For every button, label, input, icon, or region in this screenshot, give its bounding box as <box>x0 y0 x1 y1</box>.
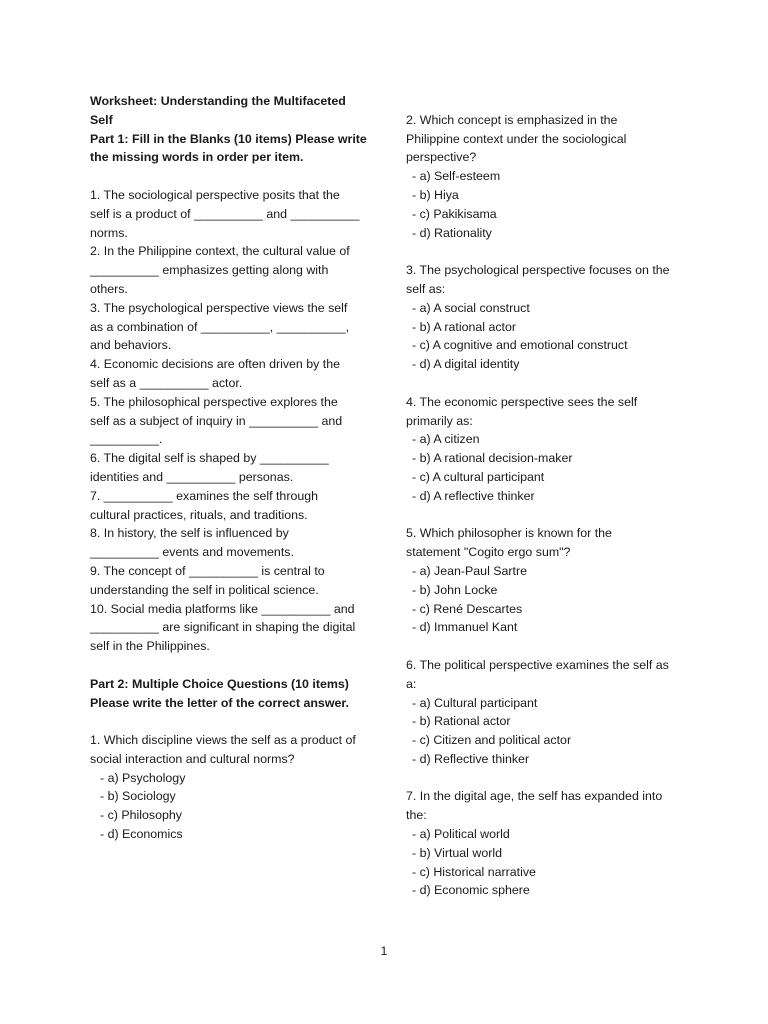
right-column <box>406 92 688 900</box>
text-line: 3. The psychological perspective focuses on the <box>406 263 670 278</box>
option-line: - b) Virtual world <box>412 845 502 860</box>
option-line: - d) A digital identity <box>412 357 520 372</box>
text-line: 5. Which philosopher is known for the <box>406 526 612 541</box>
text-line: 7. In the digital age, the self has expanded into <box>406 789 663 804</box>
text-line: 7. __________ examines the self through <box>90 488 319 503</box>
text-line: the: <box>406 808 427 823</box>
text-line: others. <box>90 281 128 296</box>
option-line: - c) Citizen and political actor <box>412 733 572 748</box>
text-line: __________ events and movements. <box>90 545 294 560</box>
text-line: Philippine context under the sociological <box>406 131 627 146</box>
blank-line <box>406 506 688 525</box>
heading-line: the missing words in order per item. <box>90 150 304 165</box>
option-line: - c) René Descartes <box>412 601 523 616</box>
heading-line: Self <box>90 112 113 127</box>
text-line: as a combination of __________, __________, <box>90 319 350 334</box>
option-line: - a) Jean-Paul Sartre <box>412 563 528 578</box>
left-column <box>90 92 372 844</box>
text-line: 3. The psychological perspective views the self <box>90 300 348 315</box>
option-line: - c) Pakikisama <box>412 206 497 221</box>
blank-line <box>406 637 688 656</box>
option-line: - a) Self-esteem <box>412 169 501 184</box>
text-line: and behaviors. <box>90 338 172 353</box>
heading-line: Part 2: Multiple Choice Questions (10 items) <box>90 676 349 691</box>
text-line: 1. Which discipline views the self as a product of <box>90 733 356 748</box>
option-line: - c) Philosophy <box>100 808 182 823</box>
option-line: - d) A reflective thinker <box>412 488 535 503</box>
text-line: perspective? <box>406 150 477 165</box>
text-line: self as a subject of inquiry in __________ and <box>90 413 343 428</box>
text-line: self in the Philippines. <box>90 639 210 654</box>
option-line: - d) Economic sphere <box>412 883 530 898</box>
text-line: 4. The economic perspective sees the self <box>406 394 638 409</box>
text-line: __________. <box>90 432 163 447</box>
option-line: - d) Economics <box>100 827 183 842</box>
text-line: __________ are significant in shaping the digital <box>90 620 356 635</box>
blank-line <box>90 167 372 186</box>
text-line: 1. The sociological perspective posits that the <box>90 187 340 202</box>
heading-line: Please write the letter of the correct answer. <box>90 695 349 710</box>
option-line: - c) A cognitive and emotional construct <box>412 338 628 353</box>
option-line: - b) Sociology <box>100 789 176 804</box>
text-line: statement "Cogito ergo sum"? <box>406 545 571 560</box>
option-line: - d) Reflective thinker <box>412 751 530 766</box>
option-line: - b) A rational actor <box>412 319 516 334</box>
text-line: 10. Social media platforms like __________ and <box>90 601 355 616</box>
text-line: 2. Which concept is emphasized in the <box>406 112 618 127</box>
text-line: 8. In history, the self is influenced by <box>90 526 289 541</box>
text-line: norms. <box>90 225 128 240</box>
text-line: 9. The concept of __________ is central to <box>90 563 325 578</box>
option-line: - d) Immanuel Kant <box>412 620 518 635</box>
option-line: - b) A rational decision-maker <box>412 451 573 466</box>
text-line: social interaction and cultural norms? <box>90 751 295 766</box>
blank-line <box>90 656 372 675</box>
option-line: - a) Psychology <box>100 770 186 785</box>
text-line: 5. The philosophical perspective explores the <box>90 394 338 409</box>
text-line: understanding the self in political science. <box>90 582 319 597</box>
text-line: self as a __________ actor. <box>90 375 243 390</box>
page-number: 1 <box>380 944 388 958</box>
blank-line <box>90 712 372 731</box>
option-line: - c) Historical narrative <box>412 864 536 879</box>
option-line: - b) Rational actor <box>412 714 511 729</box>
blank-line <box>406 92 688 111</box>
heading-line: Worksheet: Understanding the Multifaceted <box>90 94 346 108</box>
text-line: self as: <box>406 281 446 296</box>
text-line: 6. The digital self is shaped by __________ <box>90 451 329 466</box>
text-line: a: <box>406 676 417 691</box>
text-line: __________ emphasizes getting along with <box>90 263 329 278</box>
option-line: - a) Political world <box>412 827 510 842</box>
blank-line <box>406 242 688 261</box>
option-line: - a) Cultural participant <box>412 695 538 710</box>
option-line: - b) John Locke <box>412 582 498 597</box>
option-line: - d) Rationality <box>412 225 492 240</box>
option-line: - a) A citizen <box>412 432 480 447</box>
option-line: - a) A social construct <box>412 300 530 315</box>
blank-line <box>406 374 688 393</box>
option-line: - c) A cultural participant <box>412 469 545 484</box>
heading-line: Part 1: Fill in the Blanks (10 items) Please write <box>90 131 367 146</box>
text-line: 4. Economic decisions are often driven by the <box>90 357 341 372</box>
text-line: 2. In the Philippine context, the cultural value of <box>90 244 350 259</box>
text-line: cultural practices, rituals, and traditions. <box>90 507 308 522</box>
option-line: - b) Hiya <box>412 187 459 202</box>
text-line: 6. The political perspective examines the self as <box>406 657 669 672</box>
text-line: primarily as: <box>406 413 473 428</box>
text-line: identities and __________ personas. <box>90 469 294 484</box>
blank-line <box>406 769 688 788</box>
text-line: self is a product of __________ and __________ <box>90 206 360 221</box>
